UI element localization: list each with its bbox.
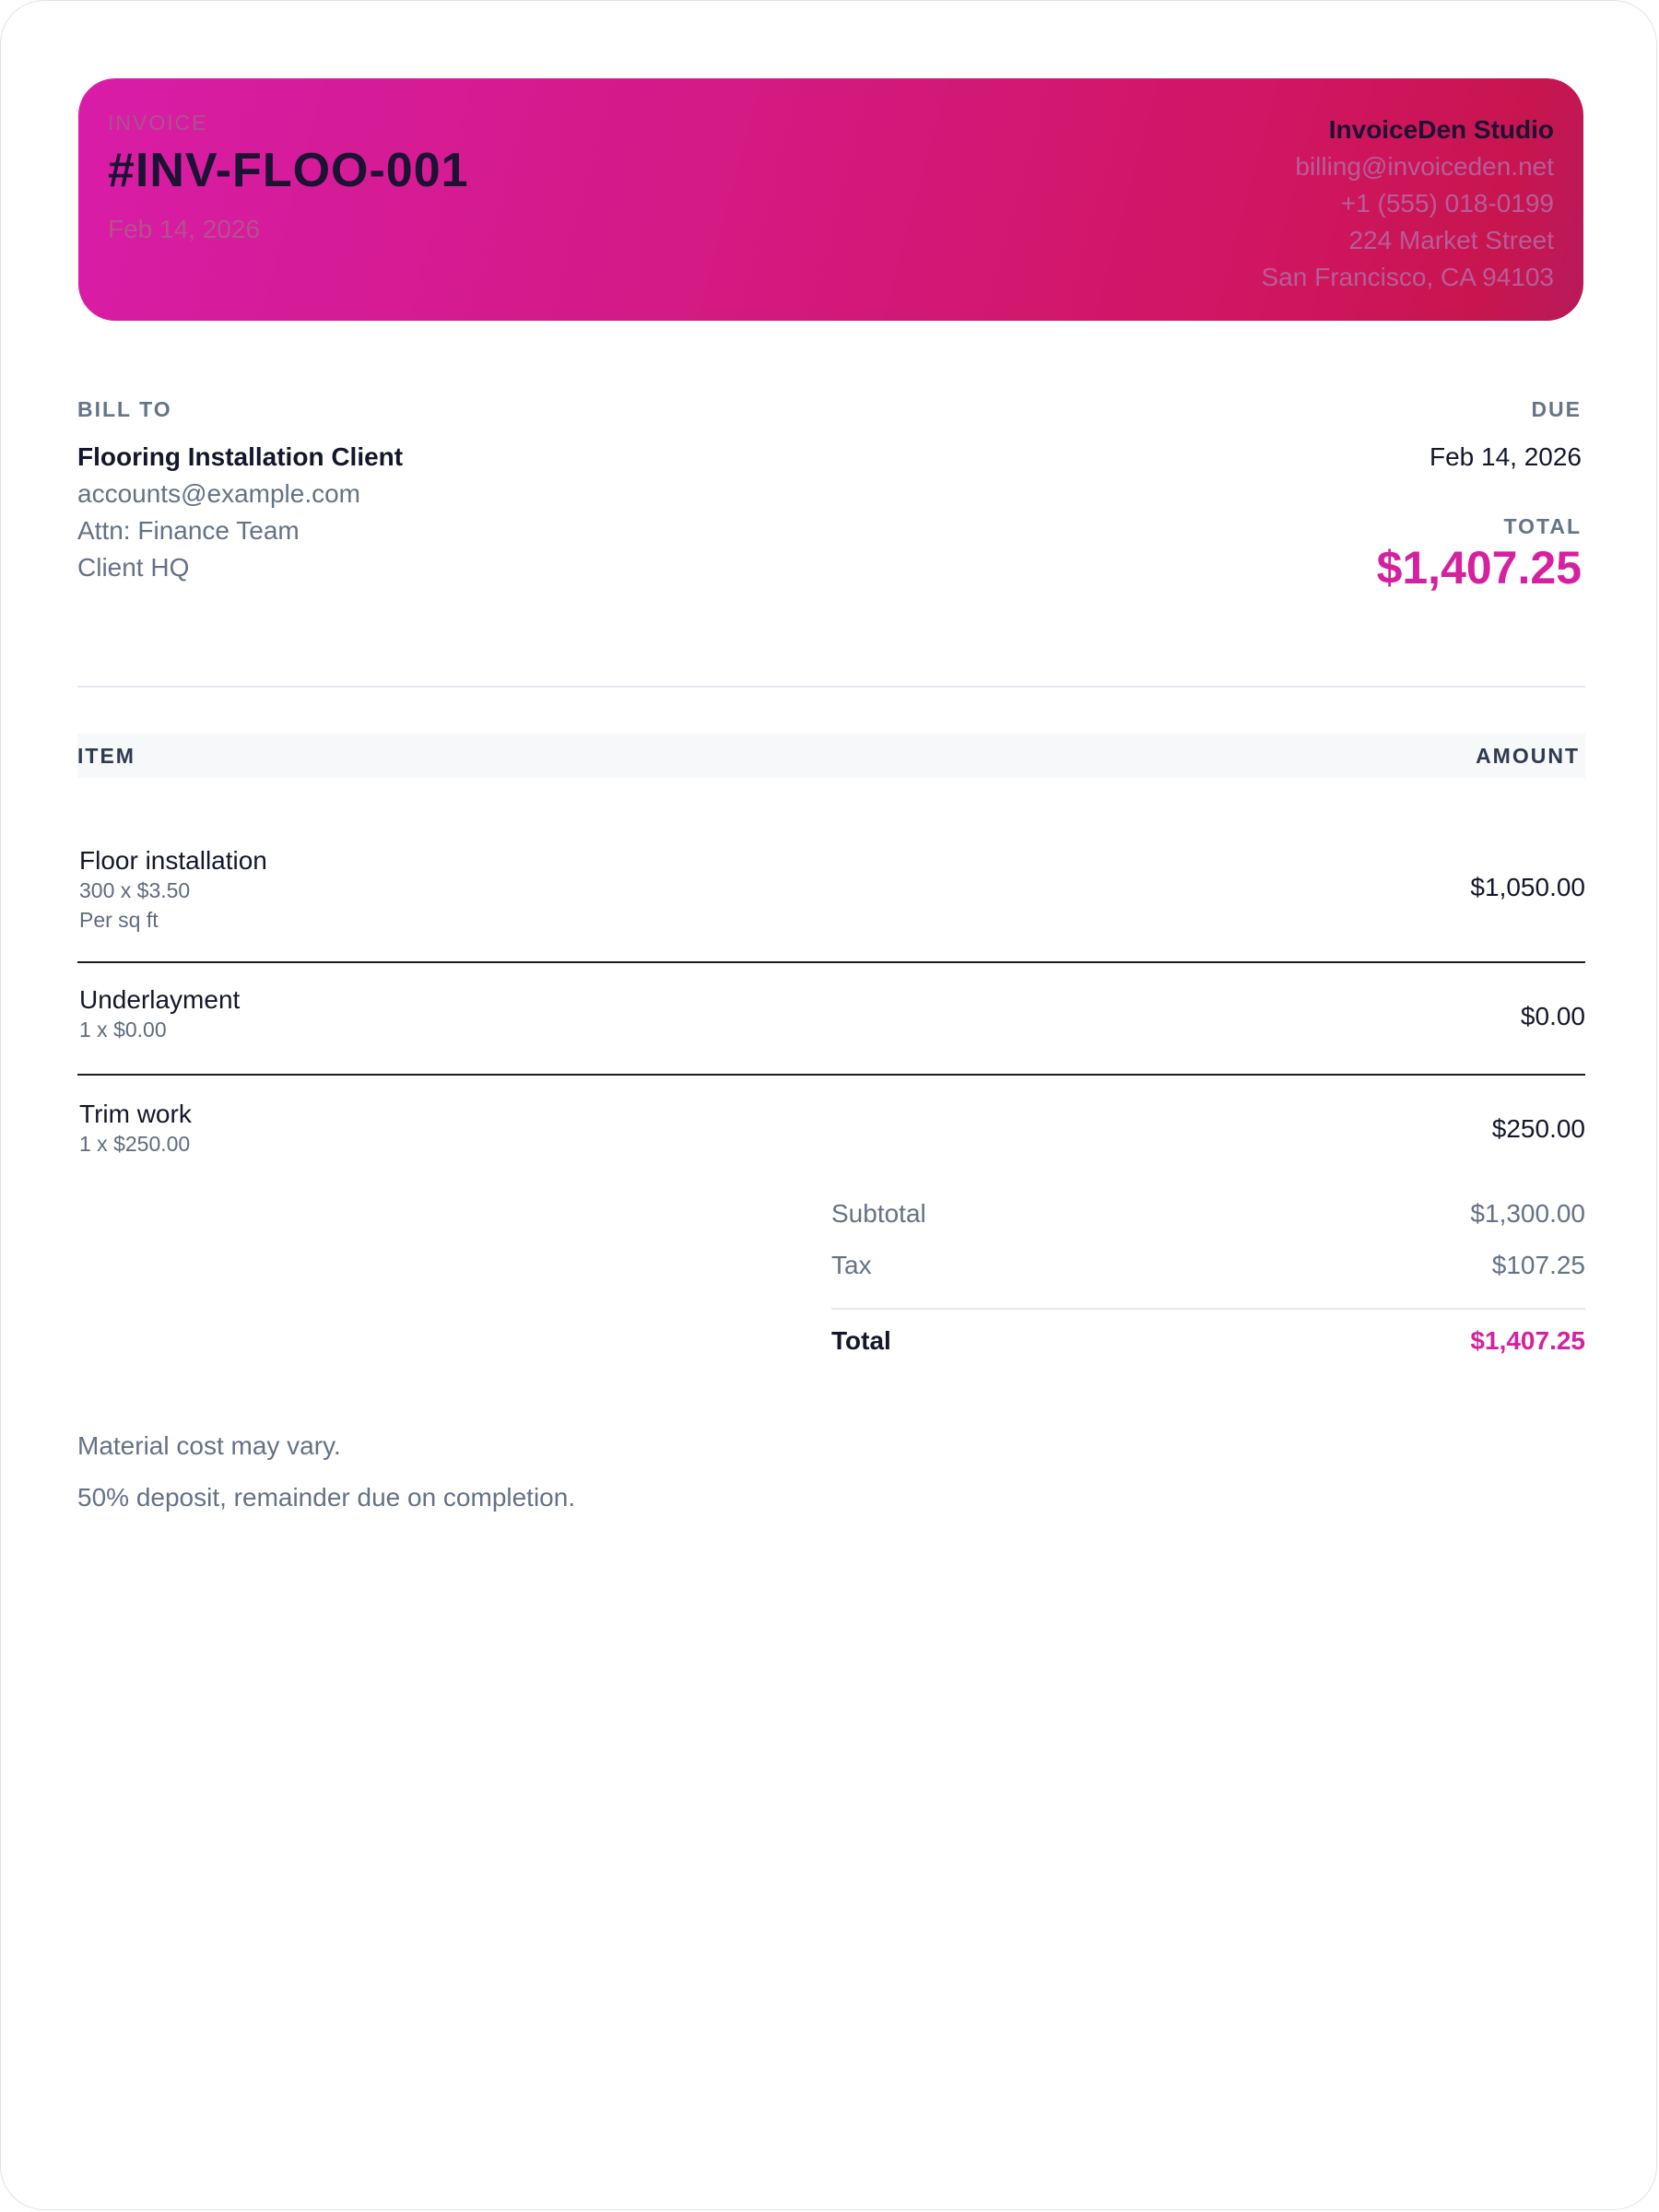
- item-detail: 300 x $3.50: [79, 878, 191, 902]
- item-note: Per sq ft: [79, 908, 159, 932]
- due-label: DUE: [1531, 397, 1582, 421]
- total-amount: $1,407.25: [1376, 542, 1582, 594]
- client-attn: Attn: Finance Team: [77, 516, 300, 545]
- item-detail: 1 x $250.00: [79, 1132, 191, 1156]
- client-location: Client HQ: [77, 553, 190, 582]
- tax-value: $107.25: [1491, 1251, 1585, 1279]
- tax-row: [831, 1251, 1585, 1302]
- section-divider: [77, 686, 1585, 688]
- subtotal-row: [831, 1199, 1585, 1251]
- grand-total-label: Total: [831, 1326, 891, 1355]
- item-amount: $1,050.00: [1470, 873, 1585, 901]
- invoice-date: Feb 14, 2026: [108, 215, 261, 243]
- company-info: [1261, 112, 1554, 296]
- invoice-number: #INV-FLOO-001: [108, 144, 469, 197]
- item-amount: $250.00: [1491, 1114, 1585, 1143]
- invoice-label: INVOICE: [108, 111, 208, 135]
- totals-divider: [831, 1308, 1585, 1310]
- invoice-header: [78, 78, 1583, 321]
- client-name: Flooring Installation Client: [77, 442, 404, 471]
- tax-label: Tax: [831, 1251, 872, 1279]
- subtotal-value: $1,300.00: [1470, 1199, 1585, 1228]
- note-line: 50% deposit, remainder due on completion.: [77, 1483, 576, 1512]
- table-row: [77, 1076, 1585, 1186]
- company-email: billing@invoiceden.net: [1295, 152, 1554, 181]
- grand-total-value: $1,407.25: [1470, 1326, 1585, 1355]
- company-city: San Francisco, CA 94103: [1261, 263, 1554, 291]
- bill-to-label: BILL TO: [77, 397, 172, 421]
- total-label: TOTAL: [1503, 514, 1582, 538]
- company-phone: +1 (555) 018-0199: [1340, 189, 1554, 218]
- item-description: Trim work: [79, 1100, 192, 1128]
- item-detail: 1 x $0.00: [79, 1018, 167, 1041]
- column-header-item: ITEM: [77, 744, 135, 768]
- item-description: Underlayment: [79, 985, 241, 1014]
- subtotal-label: Subtotal: [831, 1199, 926, 1228]
- totals-section: [831, 1199, 1585, 1378]
- item-amount: $0.00: [1520, 1002, 1585, 1030]
- table-row: [77, 963, 1585, 1076]
- note-line: Material cost may vary.: [77, 1431, 341, 1460]
- table-row: [77, 778, 1585, 963]
- column-header-amount: AMOUNT: [1476, 744, 1580, 768]
- due-section: [1377, 397, 1582, 596]
- table-header: [77, 734, 1585, 778]
- company-street: 224 Market Street: [1348, 226, 1554, 254]
- line-items-table: [77, 734, 1585, 1186]
- bill-to-section: [77, 397, 403, 586]
- client-email: accounts@example.com: [77, 479, 361, 508]
- item-description: Floor installation: [79, 846, 267, 875]
- due-date: Feb 14, 2026: [1429, 442, 1582, 471]
- invoice-notes: [77, 1420, 575, 1524]
- grand-total-row: [831, 1326, 1585, 1378]
- company-name: InvoiceDen Studio: [1328, 115, 1554, 144]
